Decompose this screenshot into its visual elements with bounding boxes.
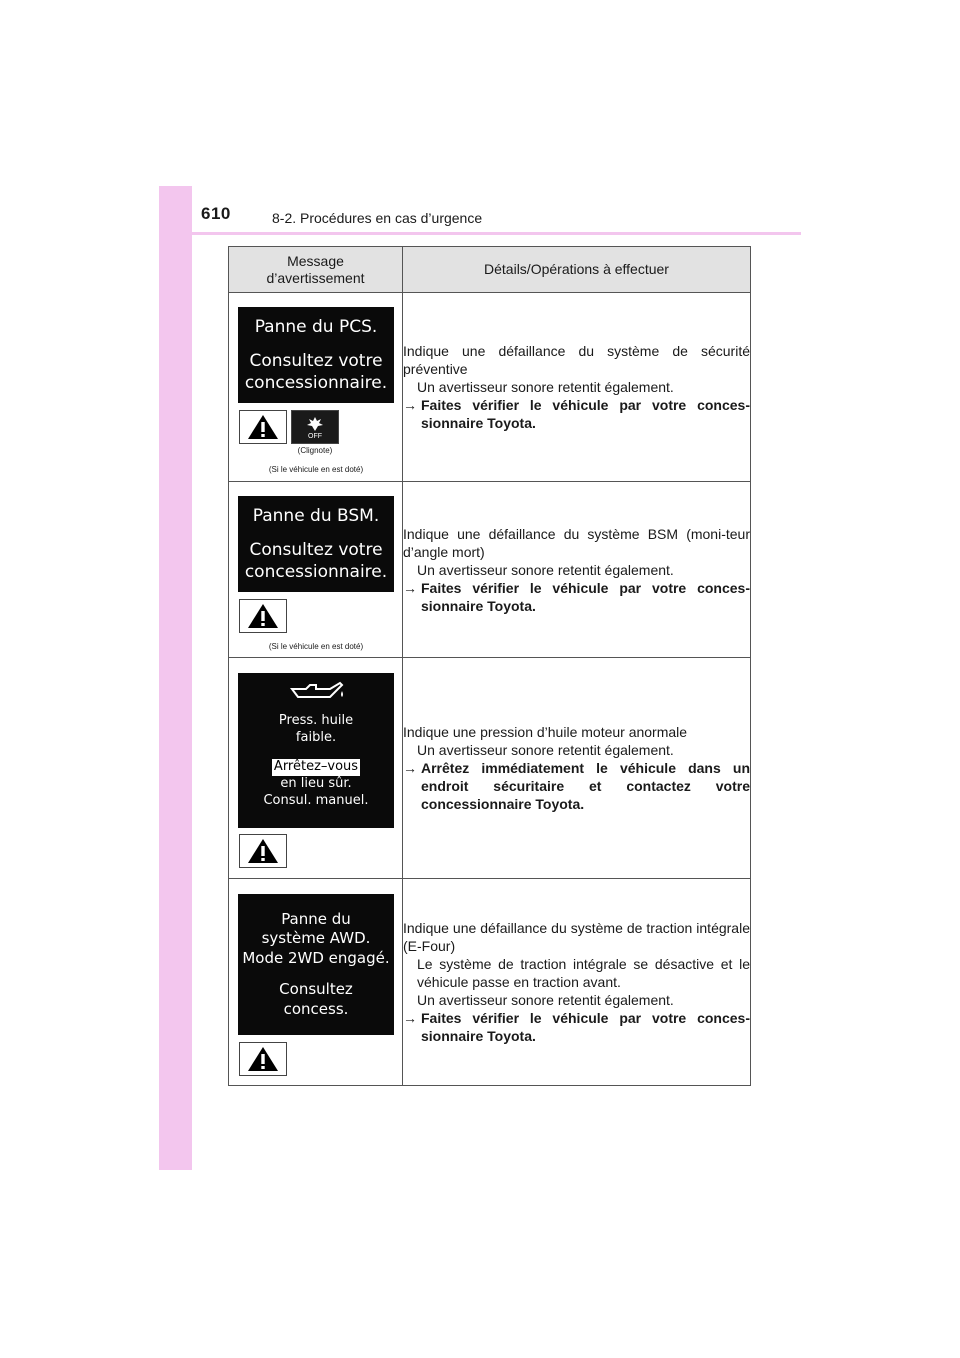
- action-instruction: → Faites vérifier le véhicule par votre conces-sionnaire Toyota.: [403, 397, 750, 431]
- header-rule: [159, 232, 801, 235]
- alarm-note: Un avertisseur sonore retentit également.: [417, 379, 674, 395]
- arrow-icon: →: [403, 760, 417, 776]
- pcs-off-icon: [291, 410, 339, 444]
- message-cell: [229, 293, 403, 482]
- warning-triangle-icon: [239, 599, 287, 633]
- display-screen: Panne du PCS. Consultez votre concessionnaire.: [238, 307, 394, 403]
- page-number: 610: [201, 204, 231, 223]
- highlighted-text: Arrêtez–vous: [273, 758, 359, 774]
- action-instruction: → Faites vérifier le véhicule par votre conces-sionnaire Toyota.: [403, 1010, 750, 1044]
- message-cell: [229, 482, 403, 658]
- column-header-message: Message d’avertissement: [229, 247, 403, 293]
- message-cell: [229, 879, 403, 1086]
- action-instruction: → Faites vérifier le véhicule par votre conces-sionnaire Toyota.: [403, 579, 750, 614]
- flash-note: (Clignote): [297, 446, 333, 455]
- details-cell: [403, 658, 751, 879]
- details-cell: [403, 482, 751, 658]
- display-screen: Panne du système AWD. Mode 2WD engagé. Consultez concess.: [238, 894, 394, 1035]
- details-cell: [403, 879, 751, 1086]
- table-row: [229, 658, 751, 879]
- description-text: Indique une défaillance du système de traction intégrale (E-Four): [403, 920, 750, 954]
- oil-can-icon: [286, 679, 346, 707]
- arrow-icon: →: [403, 397, 417, 413]
- warning-message-table: [228, 246, 751, 1086]
- pcs-off-label: OFF: [308, 432, 322, 440]
- description-text: Indique une pression d’huile moteur anormale: [403, 724, 688, 740]
- display-screen: Panne du BSM. Consultez votre concessionnaire.: [238, 496, 394, 592]
- alarm-note: Un avertisseur sonore retentit également.: [417, 742, 674, 758]
- arrow-icon: →: [403, 579, 417, 596]
- arrow-icon: →: [403, 1010, 417, 1026]
- table-row: [229, 293, 751, 482]
- alarm-note: Un avertisseur sonore retentit également.: [417, 561, 674, 578]
- display-screen: Press. huile faible. Arrêtez–vous en lieu sûr. Consul. manuel.: [238, 673, 394, 828]
- traction-note: Le système de traction intégrale se désactive et le véhicule passe en traction avant.: [417, 956, 750, 990]
- warning-triangle-icon: [239, 410, 287, 444]
- details-cell: [403, 293, 751, 482]
- column-header-details: Détails/Opérations à effectuer: [403, 247, 751, 293]
- description-text: Indique une défaillance du système de sécurité préventive: [403, 343, 750, 377]
- warning-triangle-icon: [239, 1042, 287, 1076]
- table-row: [229, 879, 751, 1086]
- warning-triangle-icon: [239, 834, 287, 868]
- alarm-note: Un avertisseur sonore retentit également.: [417, 992, 674, 1008]
- table-row: [229, 482, 751, 658]
- equipped-note: (Si le véhicule en est doté): [268, 642, 364, 651]
- chapter-title: 8-2. Procédures en cas d’urgence: [272, 210, 483, 226]
- side-color-band: [159, 186, 192, 1170]
- description-text: Indique une défaillance du système BSM (moni-teur d’angle mort): [403, 525, 750, 560]
- action-instruction: → Arrêtez immédiatement le véhicule dans un endroit sécuritaire et contactez votre concessionnaire Toyota.: [403, 760, 750, 812]
- message-cell: [229, 658, 403, 879]
- equipped-note: (Si le véhicule en est doté): [268, 465, 364, 474]
